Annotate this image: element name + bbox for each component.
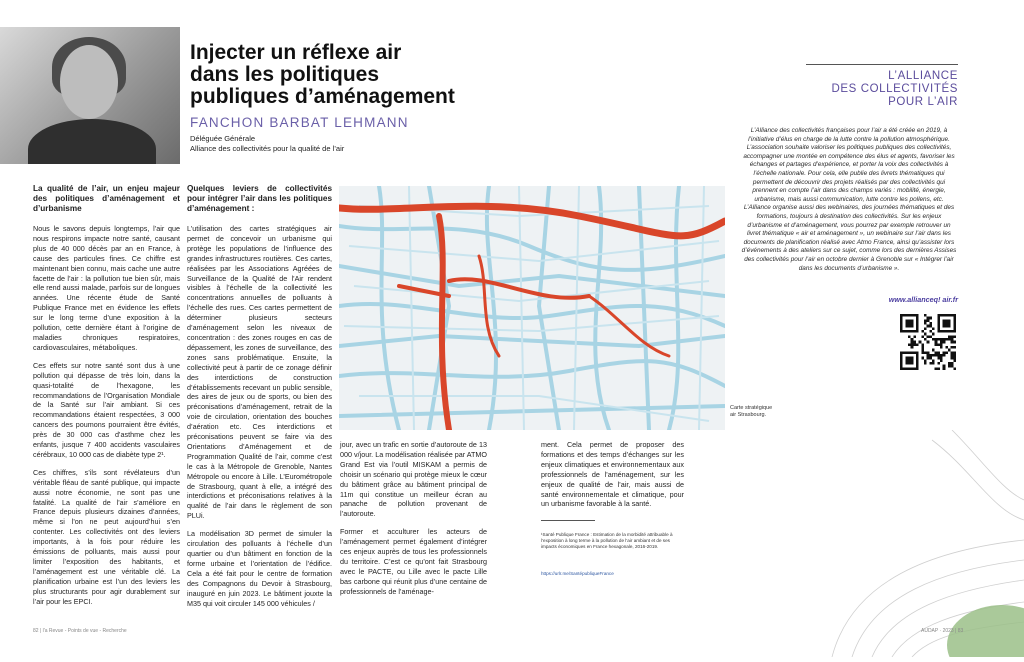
column-4 [541,440,684,517]
page-footer-right: AUDAP · 2023 | 83 [921,628,964,634]
title-line-2: dans les politiques [190,63,380,86]
section-heading: La qualité de l’air, un enjeu majeur des politiques d’aménagement et d’urbanisme [33,184,180,213]
author-organization: Alliance des collectivités pour la qualité de l’air [190,144,345,153]
strategic-air-map [339,186,725,430]
map-caption: Carte stratégique air Strasbourg. [730,405,773,418]
alliance-description: L’Alliance des collectivités françaises pour l’air a été créée en 2019, à l’initiative d’élus en charge de la lutte contre la pollution atmosphérique. L’association souhaite valoriser les politiques publiques des collectivités, accompagner une montée en compétence des élus et agents, favoriser les échanges et partages d’expérience, et porter la voix des collectivités à l’échelle nationale. Pour cela, elle publie des livrets thématiques qui permettent de découvrir des projets réalisés par des collectivités qui prennent en compte l’air dans des champs variés : mobilité, énergie, urbanisme, mais aussi communication, lutte contre les pollens, etc. L’Alliance organise aussi des webinaires, des journées thématiques et des formations, toujours à destination des collectivités. Sur les enjeux d’urbanisme et d’aménagement, vous pourrez par exemple retrouver un livret thématique « air et aménagement », un webinaire sur l’air dans les documents de planification réalisé avec Atmo France, ainsi qu’assister lors d’événements à des ateliers sur ce sujet, comme lors des dernières Assises des collectivités pour l’air en octobre dernier à Grenoble sur « Intégrer l’air dans les documents d’urbanisme ». [741,127,957,272]
paragraph: Ces effets sur notre santé sont dus à une pollution qui dépasse de très loin, dans la quasi-totalité de l’hexagone, les recommandations de l’Organisation Mondiale de la Santé sur l’air ambiant. Si ces recommandations étaient respectées, 3 000 cancers des poumons pourraient être évités, près de 30 000 cas d’asthme chez les enfants, jusque 7 400 accidents vasculaires cérébraux, 10 000 cas de diabète type 2¹. [33,360,180,459]
column-3 [340,440,487,605]
map-graphic [339,186,725,430]
alliance-title: L’ALLIANCE DES COLLECTIVITÉS POUR L’AIR [831,70,958,108]
paragraph: ment. Cela permet de proposer des formations et des temps d’échanges sur les enjeux climatiques et environnementaux aux professionnels de l’aménagement, sur les enjeux de qualité de l’air, mais aussi de santé environnementale et climatique, pour un urbanisme favorable à la santé. [541,440,684,509]
paragraph: jour, avec un trafic en sortie d’autoroute de 13 000 v/jour. La modélisation réalisée par ATMO Grand Est via l’outil MISKAM a permis de choisir un scénario qui protège mieux le cœur du bâtiment grâce au bâtiment principal de 11m qui constitue un meilleur écran au panache de pollution provenant de l’autoroute. [340,440,487,519]
paragraph: La modélisation 3D permet de simuler la circulation des polluants à l’échelle d’un quartier ou d’un bâtiment en fonction de la forme urbaine et l’orientation de l’édifice. Cela a été fait pour le centre de formation des Compagnons du Devoir à Strasbourg, inauguré en juin 2023. Le bâtiment jouxte la M35 qui voit circuler 145 000 véhicules / [187,529,332,608]
decorative-contour-lines [812,430,1024,657]
title-line-3: publiques d’aménagement [190,85,455,108]
paragraph: Nous le savons depuis longtemps, l’air que nous respirons impacte notre santé, causant plus de 40 000 décès par an en France, à cause des particules fines. Ce chiffre est maintenant bien connu, mais cache une autre facette de l’air : la pollution tue bien sûr, mais elle rend aussi malade, parfois sur de longues années. Une récente étude de Santé Publique France met en évidence les effets sur le long terme d’une exposition à la pollution, cette dernière étant à l’origine de maladies chroniques respiratoires, cardiovasculaires, métaboliques. [33,224,180,352]
alliance-rule [806,64,958,65]
footnote-divider [541,520,595,521]
footnote-link[interactable]: https://urlr.me/SantépubliqueFrance [541,571,614,576]
footnote: ¹Santé Publique France : Estimation de la morbidité attribuable à l’exposition à long terme à la pollution de l’air ambiant et de ses impacts économiques en France hexagonale, 2016-2019. [541,532,673,549]
paragraph: Ces chiffres, s’ils sont révélateurs d’un véritable fléau de santé publique, qui impacte aussi notre économie, ne sont pas une fatalité. La qualité de l’air s’améliore en France depuis plusieurs dizaines d’années, même si l’on ne peut aujourd’hui s’en contenter. Les collectivités ont des leviers importants, à la fois pour réduire les émissions de polluants, mais aussi pour limiter l’exposition des habitants, et l’aménagement est une véritable clé. La planification urbaine est l’un des leviers les plus structurants pour agir durablement sur l’air pour les EPCI. [33,467,180,606]
column-1 [33,184,180,615]
title-line-1: Injecter un réflexe air [190,41,402,64]
author-photo [0,27,180,164]
section-heading: Quelques leviers de collectivités pour intégrer l’air dans les politiques d’aménagement : [187,184,332,213]
article-title [190,42,520,108]
author-name: FANCHON BARBAT LEHMANN [190,115,409,130]
alliance-website-link[interactable]: www.allianceq! air.fr [888,295,958,304]
qr-code [900,314,956,370]
paragraph: L’utilisation des cartes stratégiques air permet de concevoir un urbanisme qui protège les populations de l’influence des grandes infrastructures routières. Ces cartes, réalisées par les Associations Agréées de Surveillance de la Qualité de l’Air rendent visibles à l’échelle de la collectivité les concentrations annuelles de polluants à l’échelle des rues. Ces cartes permettent de déterminer plusieurs secteurs d’aménagement selon les niveaux de concentration : des zones rouges en cas de dépassement, les zones de surveillance, des zones sans problématique. Ensuite, la collectivité peut à partir de ce zonage définir des interdictions de construction d’établissements recevant un public sensible, des aires de jeux ou de sports, ou bien des préconisations d’aménagement, retrait de la voie de circulation, orientation des bouches d’aération etc. Ces interdictions et préconisations peuvent se faire via des Orientations d’Aménagement et de Programmation Qualité de l’air, comme c’est le cas à la Métropole de Grenoble, Nantes Métropole ou encore à Lille. L’Eurométropole de Strasbourg, quant à elle, a intégré des interdictions et préconisations relatives à la qualité de l’air dans le règlement de son PLUi. [187,224,332,521]
column-2 [187,184,332,616]
author-role: Déléguée Générale [190,134,256,143]
page-footer-left: 82 | l'a Revue - Points de vue - Recherche [33,628,127,634]
paragraph: Former et acculturer les acteurs de l’aménagement permet également d’intégrer ces enjeux auprès de tous les professionnels du territoire. C’est ce qu’ont fait Strasbourg avec le PACTE, ou Lille avec le pacte Lille bas carbone qui réunit plus d’une centaine de professionnels de l’aménage- [340,527,487,596]
